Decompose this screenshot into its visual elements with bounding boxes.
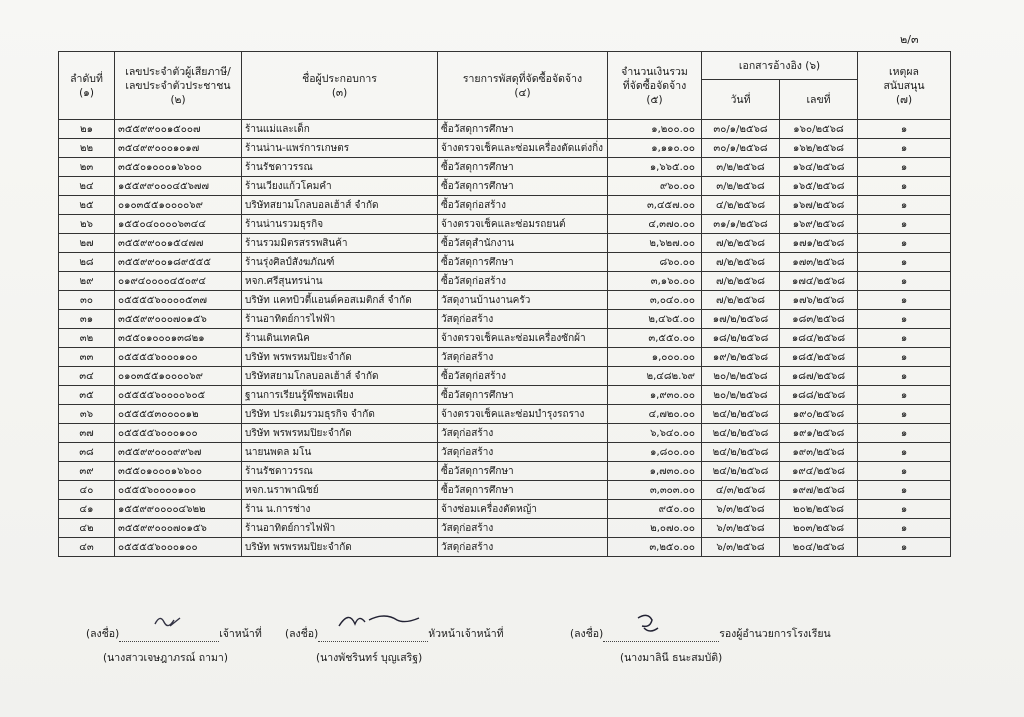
signature-2-name: (นางพัชรินทร์ บุญเสริฐ) [316,652,423,664]
order-cell: ๔๓ [59,538,115,557]
reason-cell: ๑ [858,462,951,481]
table-row [59,215,951,234]
amount-cell: ๓,๐๔๐.๐๐ [608,291,702,310]
vendor-cell: บริษัท แคทบิวตี้แอนด์คอสเมติกส์ จำกัด [242,291,438,310]
tax-id-cell: ๑๕๕๐๔๐๐๐๐๖๓๔๔ [115,215,242,234]
tax-id-cell: ๑๕๕๙๙๐๐๐๔๕๖๗๗ [115,177,242,196]
tax-id-cell: ๓๕๔๙๙๐๐๐๑๐๑๗ [115,139,242,158]
item-cell: ซื้อวัสดุการศึกษา [438,481,608,500]
reason-cell: ๑ [858,215,951,234]
amount-cell: ๑,๑๑๐.๐๐ [608,139,702,158]
tax-id-cell: ๐๕๕๕๕๖๐๐๐๑๐๐ [115,348,242,367]
reason-cell: ๑ [858,367,951,386]
date-cell: ๓๐/๑/๒๕๖๘ [702,120,780,139]
item-cell: ซื้อวัสดุก่อสร้าง [438,196,608,215]
header-date: วันที่ [702,80,780,120]
vendor-cell: ฐานการเรียนรู้พืชพอเพียง [242,386,438,405]
order-cell: ๒๗ [59,234,115,253]
vendor-cell: ร้าน น.การช่าง [242,500,438,519]
order-cell: ๒๖ [59,215,115,234]
item-cell: ซื้อวัสดุสำนักงาน [438,234,608,253]
order-cell: ๓๗ [59,424,115,443]
tax-id-cell: ๓๕๕๐๑๐๐๐๑๖๖๐๐ [115,158,242,177]
order-cell: ๓๕ [59,386,115,405]
order-cell: ๓๒ [59,329,115,348]
doc-number-cell: ๑๖๙/๒๕๖๘ [780,215,858,234]
amount-cell: ๓,๕๕๐.๐๐ [608,329,702,348]
date-cell: ๒๔/๒/๒๕๖๘ [702,462,780,481]
doc-number-cell: ๑๘๓/๒๕๖๘ [780,310,858,329]
doc-number-cell: ๑๗๔/๒๕๖๘ [780,272,858,291]
amount-cell: ๒,๐๗๐.๐๐ [608,519,702,538]
header-doc-number: เลขที่ [780,80,858,120]
header-items: รายการพัสดุที่จัดซื้อจัดจ้าง (๔) [438,52,608,120]
amount-cell: ๔,๗๒๐.๐๐ [608,405,702,424]
date-cell: ๒๔/๒/๒๕๖๘ [702,405,780,424]
item-cell: ซื้อวัสดุการศึกษา [438,462,608,481]
doc-number-cell: ๑๙๓/๒๕๖๘ [780,443,858,462]
signature-3-name: (นางมาลินี ธนะสมบัติ) [620,652,723,664]
amount-cell: ๒,๖๒๗.๐๐ [608,234,702,253]
item-cell: วัสดุก่อสร้าง [438,424,608,443]
table-row [59,234,951,253]
amount-cell: ๒,๔๖๕.๐๐ [608,310,702,329]
date-cell: ๖/๓/๒๕๖๘ [702,519,780,538]
vendor-cell: บริษัท ประเดิมรวมธุรกิจ จำกัด [242,405,438,424]
signature-3-scribble [630,610,670,638]
doc-number-cell: ๑๘๔/๒๕๖๘ [780,329,858,348]
table-row [59,272,951,291]
table-row [59,424,951,443]
table-row [59,519,951,538]
signature-2: (ลงชื่อ) หัวหน้าเจ้าหน้าที่ [285,628,504,640]
doc-number-cell: ๑๖๗/๒๕๖๘ [780,196,858,215]
reason-cell: ๑ [858,405,951,424]
item-cell: จ้างตรวจเช็คและซ่อมบำรุงรถราง [438,405,608,424]
doc-number-cell: ๑๘๘/๒๕๖๘ [780,386,858,405]
amount-cell: ๑,๗๓๐.๐๐ [608,462,702,481]
table-row [59,291,951,310]
procurement-table [58,51,951,557]
item-cell: จ้างตรวจเช็คและซ่อมรถยนต์ [438,215,608,234]
amount-cell: ๙๖๐.๐๐ [608,177,702,196]
vendor-cell: ร้านรัชดาวรรณ [242,158,438,177]
tax-id-cell: ๐๕๕๕๕๖๐๐๐๑๐๐ [115,424,242,443]
reason-cell: ๑ [858,348,951,367]
date-cell: ๗/๒/๒๕๖๘ [702,291,780,310]
doc-number-cell: ๑๘๗/๒๕๖๘ [780,367,858,386]
vendor-cell: ร้านแม่และเด็ก [242,120,438,139]
reason-cell: ๑ [858,139,951,158]
doc-number-cell: ๑๙๑/๒๕๖๘ [780,424,858,443]
reason-cell: ๑ [858,386,951,405]
order-cell: ๓๙ [59,462,115,481]
item-cell: จ้างตรวจเช็คและซ่อมเครื่องซักผ้า [438,329,608,348]
order-cell: ๔๑ [59,500,115,519]
reason-cell: ๑ [858,158,951,177]
table-row [59,462,951,481]
item-cell: ซื้อวัสดุการศึกษา [438,177,608,196]
item-cell: ซื้อวัสดุก่อสร้าง [438,367,608,386]
table-row [59,386,951,405]
item-cell: ซื้อวัสดุการศึกษา [438,158,608,177]
vendor-cell: นายนพดล มโน [242,443,438,462]
reason-cell: ๑ [858,310,951,329]
date-cell: ๓๐/๑/๒๕๖๘ [702,139,780,158]
item-cell: ซื้อวัสดุการศึกษา [438,120,608,139]
vendor-cell: บริษัทสยามโกลบอลเฮ้าส์ จำกัด [242,196,438,215]
date-cell: ๔/๓/๒๕๖๘ [702,481,780,500]
order-cell: ๒๓ [59,158,115,177]
tax-id-cell: ๓๕๕๙๙๐๐๐๗๐๑๕๖ [115,310,242,329]
tax-id-cell: ๐๕๕๕๕๖๐๐๐๐๖๐๕ [115,386,242,405]
date-cell: ๖/๓/๒๕๖๘ [702,500,780,519]
doc-number-cell: ๑๙๔/๒๕๖๘ [780,462,858,481]
order-cell: ๒๔ [59,177,115,196]
vendor-cell: ร้านเวียงแก้วโคมคำ [242,177,438,196]
vendor-cell: บริษัท พรพรหมปิยะจำกัด [242,348,438,367]
tax-id-cell: ๓๕๕๙๙๐๐๐๙๙๖๗ [115,443,242,462]
date-cell: ๗/๒/๒๕๖๘ [702,253,780,272]
table-row [59,348,951,367]
table-row [59,481,951,500]
date-cell: ๒๐/๒/๒๕๖๘ [702,386,780,405]
vendor-cell: ร้านรวมมิตรสรรพสินค้า [242,234,438,253]
tax-id-cell: ๐๕๕๕๖๐๐๐๐๑๐๐ [115,481,242,500]
vendor-cell: ร้านอาทิตย์การไฟฟ้า [242,310,438,329]
vendor-cell: บริษัท พรพรหมปิยะจำกัด [242,424,438,443]
date-cell: ๒๔/๒/๒๕๖๘ [702,424,780,443]
header-reference-doc: เอกสารอ้างอิง (๖) [702,52,858,80]
vendor-cell: หจก.นราพาณิชย์ [242,481,438,500]
order-cell: ๔๒ [59,519,115,538]
order-cell: ๓๐ [59,291,115,310]
doc-number-cell: ๒๐๔/๒๕๖๘ [780,538,858,557]
tax-id-cell: ๐๑๐๓๕๕๑๐๐๐๐๖๙ [115,367,242,386]
item-cell: ซื้อวัสดุการศึกษา [438,253,608,272]
amount-cell: ๓,๑๖๐.๐๐ [608,272,702,291]
doc-number-cell: ๑๘๕/๒๕๖๘ [780,348,858,367]
signature-3: (ลงชื่อ) รองผู้อำนวยการโรงเรียน [570,628,831,640]
tax-id-cell: ๐๕๕๕๕๓๐๐๐๐๑๒ [115,405,242,424]
date-cell: ๑๗/๒/๒๕๖๘ [702,310,780,329]
order-cell: ๓๔ [59,367,115,386]
table-body [59,120,951,557]
doc-number-cell: ๑๙๗/๒๕๖๘ [780,481,858,500]
vendor-cell: ร้านรุ่งศิลป์สังฆภัณฑ์ [242,253,438,272]
amount-cell: ๑,๘๐๐.๐๐ [608,443,702,462]
tax-id-cell: ๓๕๕๙๙๐๐๑๕๔๗๗ [115,234,242,253]
order-cell: ๓๓ [59,348,115,367]
tax-id-cell: ๓๕๕๐๑๐๐๐๑๓๘๒๑ [115,329,242,348]
table-row [59,120,951,139]
vendor-cell: ร้านน่าน-แพร่การเกษตร [242,139,438,158]
date-cell: ๑๙/๒/๒๕๖๘ [702,348,780,367]
reason-cell: ๑ [858,519,951,538]
amount-cell: ๑,๐๐๐.๐๐ [608,348,702,367]
vendor-cell: ร้านน่านรวมธุรกิจ [242,215,438,234]
order-cell: ๔๐ [59,481,115,500]
order-cell: ๒๑ [59,120,115,139]
item-cell: จ้างตรวจเช็คและซ่อมเครื่องตัดแต่งกิ่ง [438,139,608,158]
order-cell: ๒๙ [59,272,115,291]
header-vendor: ชื่อผู้ประกอบการ (๓) [242,52,438,120]
item-cell: วัสดุก่อสร้าง [438,310,608,329]
tax-id-cell: ๓๕๕๙๙๐๐๑๘๙๕๕๕ [115,253,242,272]
date-cell: ๒๔/๒/๒๕๖๘ [702,443,780,462]
amount-cell: ๔,๓๗๐.๐๐ [608,215,702,234]
table-row [59,329,951,348]
amount-cell: ๑,๙๓๐.๐๐ [608,386,702,405]
tax-id-cell: ๓๕๕๙๙๐๐๑๕๐๐๗ [115,120,242,139]
table-row [59,538,951,557]
tax-id-cell: ๐๕๕๕๕๖๐๐๐๐๕๓๗ [115,291,242,310]
doc-number-cell: ๑๗๓/๒๕๖๘ [780,253,858,272]
item-cell: วัสดุก่อสร้าง [438,538,608,557]
doc-number-cell: ๑๖๐/๒๕๖๘ [780,120,858,139]
reason-cell: ๑ [858,443,951,462]
date-cell: ๖/๓/๒๕๖๘ [702,538,780,557]
amount-cell: ๓,๒๕๐.๐๐ [608,538,702,557]
reason-cell: ๑ [858,538,951,557]
reason-cell: ๑ [858,120,951,139]
amount-cell: ๖,๖๔๐.๐๐ [608,424,702,443]
tax-id-cell: ๓๕๕๐๑๐๐๐๑๖๖๐๐ [115,462,242,481]
vendor-cell: หจก.ศรีสุนทรน่าน [242,272,438,291]
date-cell: ๒๐/๒/๒๕๖๘ [702,367,780,386]
amount-cell: ๘๖๐.๐๐ [608,253,702,272]
tax-id-cell: ๐๑๐๓๕๕๑๐๐๐๐๖๙ [115,196,242,215]
tax-id-cell: ๑๕๕๙๙๐๐๐๐๔๖๒๒ [115,500,242,519]
table-row [59,177,951,196]
order-cell: ๓๑ [59,310,115,329]
header-tax-id: เลขประจำตัวผู้เสียภาษี/ เลขประจำตัวประชาชน (๒) [115,52,242,120]
reason-cell: ๑ [858,500,951,519]
amount-cell: ๒,๔๘๒.๖๙ [608,367,702,386]
table-row [59,405,951,424]
order-cell: ๒๘ [59,253,115,272]
reason-cell: ๑ [858,272,951,291]
reason-cell: ๑ [858,177,951,196]
order-cell: ๒๒ [59,139,115,158]
amount-cell: ๓,๓๐๓.๐๐ [608,481,702,500]
vendor-cell: บริษัท พรพรหมปิยะจำกัด [242,538,438,557]
item-cell: วัสดุงานบ้านงานครัว [438,291,608,310]
doc-number-cell: ๑๗๑/๒๕๖๘ [780,234,858,253]
vendor-cell: ร้านอาทิตย์การไฟฟ้า [242,519,438,538]
item-cell: ซื้อวัสดุการศึกษา [438,386,608,405]
table-row [59,139,951,158]
signature-1-name: (นางสาวเจษฎาภรณ์ ถามา) [103,652,228,664]
order-cell: ๓๖ [59,405,115,424]
amount-cell: ๑,๖๖๕.๐๐ [608,158,702,177]
table-row [59,500,951,519]
item-cell: วัสดุก่อสร้าง [438,348,608,367]
signature-2-scribble [335,608,425,634]
reason-cell: ๑ [858,424,951,443]
item-cell: จ้างซ่อมเครื่องตัดหญ้า [438,500,608,519]
date-cell: ๑๘/๒/๒๕๖๘ [702,329,780,348]
reason-cell: ๑ [858,253,951,272]
vendor-cell: ร้านรัชดาวรรณ [242,462,438,481]
doc-number-cell: ๑๗๖/๒๕๖๘ [780,291,858,310]
tax-id-cell: ๐๕๕๕๕๖๐๐๐๑๐๐ [115,538,242,557]
header-amount: จำนวนเงินรวม ที่จัดซื้อจัดจ้าง (๕) [608,52,702,120]
item-cell: วัสดุก่อสร้าง [438,519,608,538]
item-cell: วัสดุก่อสร้าง [438,443,608,462]
reason-cell: ๑ [858,481,951,500]
table-row [59,310,951,329]
reason-cell: ๑ [858,234,951,253]
date-cell: ๔/๒/๒๕๖๘ [702,196,780,215]
tax-id-cell: ๓๕๕๙๙๐๐๐๗๐๑๕๖ [115,519,242,538]
vendor-cell: บริษัทสยามโกลบอลเฮ้าส์ จำกัด [242,367,438,386]
page-number: ๒/๓ [900,33,919,46]
date-cell: ๓/๒/๒๕๖๘ [702,177,780,196]
doc-number-cell: ๑๙๐/๒๕๖๘ [780,405,858,424]
table-row [59,196,951,215]
table-row [59,443,951,462]
doc-number-cell: ๑๖๕/๒๕๖๘ [780,177,858,196]
amount-cell: ๙๕๐.๐๐ [608,500,702,519]
doc-number-cell: ๒๐๓/๒๕๖๘ [780,519,858,538]
date-cell: ๓๑/๑/๒๕๖๘ [702,215,780,234]
doc-number-cell: ๑๖๔/๒๕๖๘ [780,158,858,177]
date-cell: ๓/๒/๒๕๖๘ [702,158,780,177]
order-cell: ๓๘ [59,443,115,462]
table-row [59,253,951,272]
reason-cell: ๑ [858,291,951,310]
order-cell: ๒๕ [59,196,115,215]
item-cell: ซื้อวัสดุก่อสร้าง [438,272,608,291]
table-row [59,367,951,386]
doc-number-cell: ๒๐๒/๒๕๖๘ [780,500,858,519]
vendor-cell: ร้านเดินเทคนิค [242,329,438,348]
tax-id-cell: ๐๑๙๔๐๐๐๐๔๕๐๙๔ [115,272,242,291]
signature-1: (ลงชื่อ) เจ้าหน้าที่ [86,628,262,640]
reason-cell: ๑ [858,329,951,348]
amount-cell: ๑,๒๐๐.๐๐ [608,120,702,139]
table-row [59,158,951,177]
date-cell: ๗/๒/๒๕๖๘ [702,234,780,253]
date-cell: ๗/๒/๒๕๖๘ [702,272,780,291]
header-order: ลำดับที่ (๑) [59,52,115,120]
header-reason: เหตุผล สนับสนุน (๗) [858,52,951,120]
doc-number-cell: ๑๖๒/๒๕๖๘ [780,139,858,158]
signature-1-scribble [150,610,190,632]
reason-cell: ๑ [858,196,951,215]
amount-cell: ๓,๔๕๗.๐๐ [608,196,702,215]
